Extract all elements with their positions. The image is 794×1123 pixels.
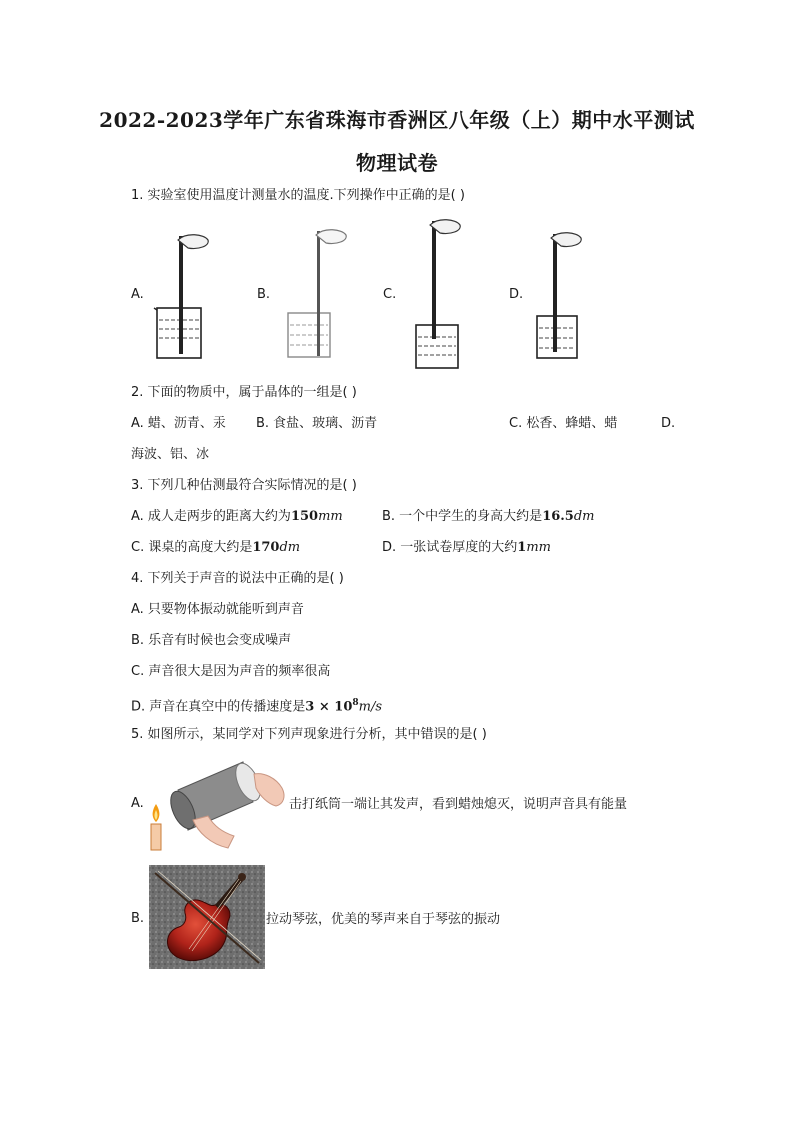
q5-option-a-label: A. [131, 796, 144, 811]
question-2-stem: 2. 下面的物质中，属于晶体的一组是( ) [131, 385, 357, 400]
q4-option-c: C. 声音很大是因为声音的频率很高 [131, 664, 331, 679]
q3-option-d-unit: mm [526, 540, 551, 555]
q5-option-b-text: 拉动琴弦，优美的琴声来自于琴弦的振动 [266, 912, 501, 927]
q1-option-d-label: D. [509, 287, 524, 302]
q3-option-a-unit: mm [318, 509, 343, 524]
q2-option-a: A. 蜡、沥青、汞 [131, 416, 226, 431]
q4-option-b: B. 乐音有时候也会变成噪声 [131, 633, 292, 648]
q5-figure-a-paper-tube-candle [148, 752, 288, 852]
q4-option-d-text: D. 声音在真空中的传播速度是 [131, 699, 306, 715]
q3-option-b-unit: dm [573, 509, 595, 524]
q5-option-a-text: 击打纸筒一端让其发声，看到蜡烛熄灭，说明声音具有能量 [289, 797, 628, 812]
q3-option-d-text: D. 一张试卷厚度的大约 [382, 540, 518, 555]
q2-option-d-text: 海波、铝、冰 [131, 447, 210, 462]
question-1-stem: 1. 实验室使用温度计测量水的温度.下列操作中正确的是( ) [131, 188, 465, 203]
q4-option-d-unit: m/s [358, 699, 383, 715]
document-subtitle: 物理试卷 [356, 151, 438, 175]
q3-option-a [131, 508, 343, 526]
q1-option-b-label: B. [257, 287, 271, 302]
q4-option-a: A. 只要物体振动就能听到声音 [131, 602, 304, 617]
question-4-stem: 4. 下列关于声音的说法中正确的是( ) [131, 571, 344, 586]
q3-option-c-text: C. 课桌的高度大约是 [131, 540, 253, 555]
q3-option-b-text: B. 一个中学生的身高大约是 [382, 509, 543, 524]
document-title: 2022-2023学年广东省珠海市香洲区八年级（上）期中水平测试 [99, 108, 695, 132]
q2-option-c: C. 松香、蜂蜡、蜡 [509, 416, 618, 431]
q4-option-d-number: 3 × 10 [305, 699, 353, 715]
q3-option-d-number: 1 [517, 540, 527, 555]
q5-option-b-label: B. [131, 911, 145, 926]
q5-figure-b-violin-photo [149, 865, 265, 969]
q2-option-d-label: D. [661, 416, 676, 431]
q3-option-a-number: 150 [290, 509, 319, 524]
q1-option-c-label: C. [383, 287, 397, 302]
q2-option-b: B. 食盐、玻璃、沥青 [256, 416, 378, 431]
q3-option-c-number: 170 [252, 540, 280, 555]
q3-option-b [382, 508, 595, 526]
q3-option-a-text: A. 成人走两步的距离大约为 [131, 509, 291, 524]
q3-option-c-unit: dm [279, 540, 301, 555]
q1-figure-c-beaker-thermometer [410, 215, 480, 370]
q1-figure-a-beaker-thermometer [148, 230, 218, 360]
q4-option-d [131, 694, 382, 716]
q3-option-d [382, 539, 551, 557]
q4-option-d-exponent: 8 [352, 698, 359, 708]
question-5-stem: 5. 如图所示，某同学对下列声现象进行分析，其中错误的是( ) [131, 727, 487, 742]
question-3-stem: 3. 下列几种估测最符合实际情况的是( ) [131, 478, 357, 493]
q1-option-a-label: A. [131, 287, 144, 302]
q3-option-c [131, 539, 300, 557]
q3-option-b-number: 16.5 [542, 509, 574, 524]
q1-figure-d-beaker-thermometer [533, 228, 603, 363]
q1-figure-b-beaker-thermometer [280, 225, 350, 360]
